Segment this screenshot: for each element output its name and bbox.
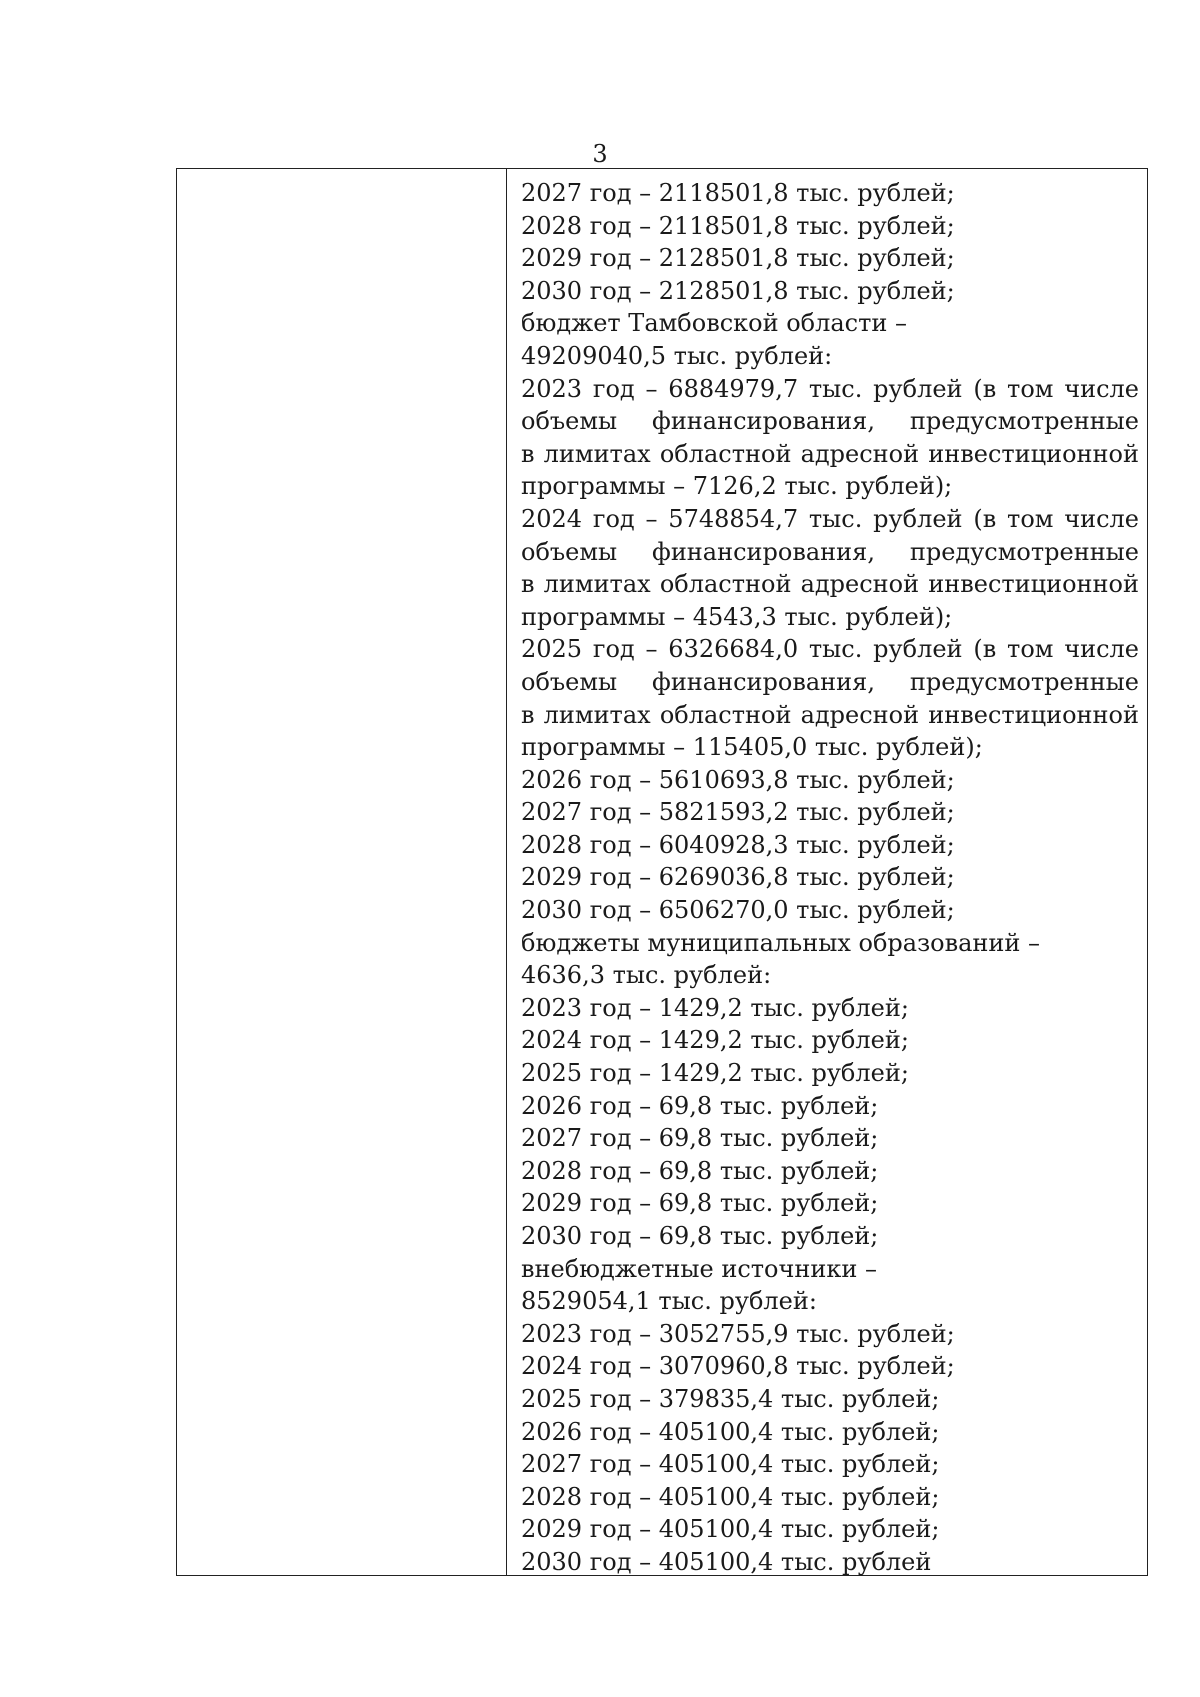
funding-line: программы – 7126,2 тыс. рублей);	[521, 472, 953, 501]
funding-line: 2024 год – 3070960,8 тыс. рублей;	[521, 1352, 955, 1381]
table-left-cell	[177, 169, 507, 1575]
funding-line: 2025 год – 1429,2 тыс. рублей;	[521, 1059, 909, 1088]
funding-line: 2030 год – 6506270,0 тыс. рублей;	[521, 896, 955, 925]
funding-line: 2026 год – 69,8 тыс. рублей;	[521, 1091, 879, 1120]
funding-line: в лимитах областной адресной инвестиционной	[521, 700, 1139, 729]
funding-line: 2028 год – 69,8 тыс. рублей;	[521, 1156, 879, 1185]
funding-text-cell	[507, 169, 1147, 1575]
funding-line: 2028 год – 6040928,3 тыс. рублей;	[521, 830, 955, 859]
funding-line: 2026 год – 5610693,8 тыс. рублей;	[521, 765, 955, 794]
funding-line: объемы финансирования, предусмотренные	[521, 537, 1139, 566]
funding-line: программы – 115405,0 тыс. рублей);	[521, 733, 983, 762]
funding-line: 2029 год – 2128501,8 тыс. рублей;	[521, 244, 955, 273]
funding-table	[176, 168, 1148, 1576]
funding-line: 2027 год – 5821593,2 тыс. рублей;	[521, 798, 955, 827]
funding-line: 2029 год – 69,8 тыс. рублей;	[521, 1189, 879, 1218]
funding-line: программы – 4543,3 тыс. рублей);	[521, 602, 953, 631]
funding-line: 2029 год – 405100,4 тыс. рублей;	[521, 1515, 940, 1544]
funding-line: объемы финансирования, предусмотренные	[521, 407, 1139, 436]
funding-line: 2030 год – 69,8 тыс. рублей;	[521, 1222, 879, 1250]
funding-line: бюджет Тамбовской области –	[521, 309, 908, 338]
funding-line: 49209040,5 тыс. рублей:	[521, 341, 833, 370]
funding-line: 2030 год – 405100,4 тыс. рублей	[521, 1547, 932, 1576]
funding-line: 4636,3 тыс. рублей:	[521, 961, 772, 990]
funding-line: 2029 год – 6269036,8 тыс. рублей;	[521, 863, 955, 892]
funding-line: 2024 год – 1429,2 тыс. рублей;	[521, 1026, 909, 1055]
funding-line: 2023 год – 1429,2 тыс. рублей;	[521, 993, 909, 1022]
funding-line: 2030 год – 2128501,8 тыс. рублей;	[521, 276, 955, 305]
funding-line: внебюджетные источники –	[521, 1254, 877, 1283]
funding-line: 2028 год – 2118501,8 тыс. рублей;	[521, 211, 955, 240]
funding-line: в лимитах областной адресной инвестиционной	[521, 439, 1139, 468]
funding-line: 2027 год – 405100,4 тыс. рублей;	[521, 1450, 940, 1479]
funding-line: 2026 год – 405100,4 тыс. рублей;	[521, 1417, 940, 1446]
funding-line: 2024 год – 5748854,7 тыс. рублей (в том числе	[521, 504, 1139, 533]
funding-line: 2027 год – 2118501,8 тыс. рублей;	[521, 179, 955, 207]
funding-line: объемы финансирования, предусмотренные	[521, 667, 1139, 696]
funding-line: 2025 год – 379835,4 тыс. рублей;	[521, 1384, 940, 1413]
funding-line: в лимитах областной адресной инвестиционной	[521, 570, 1139, 599]
funding-line: 2028 год – 405100,4 тыс. рублей;	[521, 1482, 940, 1511]
funding-line: 8529054,1 тыс. рублей:	[521, 1287, 817, 1316]
funding-line: 2023 год – 3052755,9 тыс. рублей;	[521, 1319, 955, 1348]
funding-line: бюджеты муниципальных образований –	[521, 928, 1041, 957]
page-number: 3	[592, 140, 608, 168]
funding-line: 2025 год – 6326684,0 тыс. рублей (в том числе	[521, 635, 1139, 664]
funding-line: 2023 год – 6884979,7 тыс. рублей (в том числе	[521, 374, 1139, 403]
funding-line: 2027 год – 69,8 тыс. рублей;	[521, 1124, 879, 1153]
